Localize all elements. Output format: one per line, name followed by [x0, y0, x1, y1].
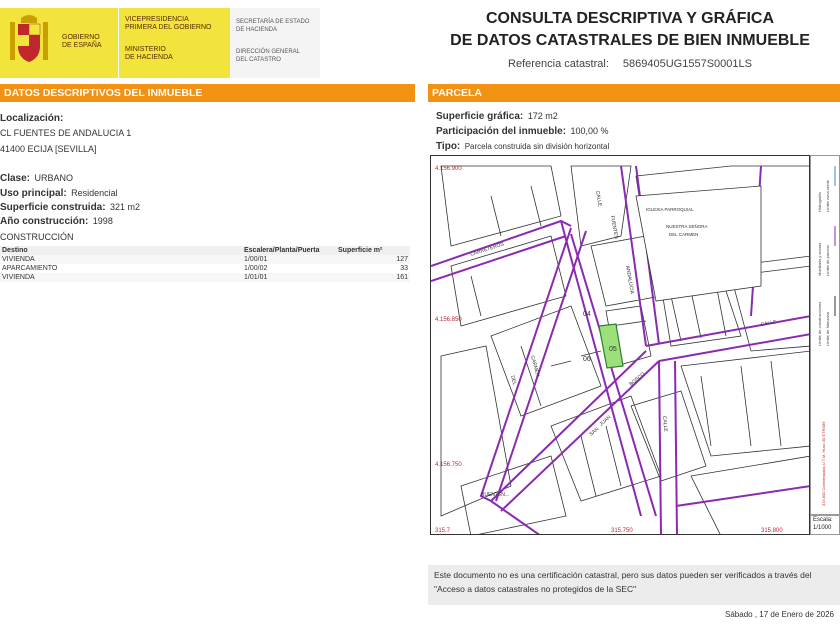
table-cell: 33: [336, 264, 410, 273]
construction-table: [0, 246, 410, 282]
table-cell: 161: [336, 273, 410, 282]
svg-text:ANDALUCIA: ANDALUCIA: [624, 265, 635, 295]
svg-text:CALLE: CALLE: [760, 319, 777, 328]
svg-text:315.7: 315.7: [435, 528, 451, 534]
disclaimer-note: Este documento no es una certificación catastral, pero sus datos pueden ser verificados a través del "Acceso a datos catastrales no protegidos de la SEC": [428, 565, 840, 605]
table-header: Destino: [0, 246, 242, 255]
svg-text:04: 04: [583, 311, 591, 318]
type-row: Tipo: Parcela construida sin división horizontal: [436, 141, 610, 152]
secretariat-label: SECRETARÍA DE ESTADO DE HACIENDA DIRECCIÓN GENERAL DEL CATASTRO: [236, 19, 310, 63]
section-bar-descriptive-data: DATOS DESCRIPTIVOS DEL INMUEBLE: [0, 84, 415, 102]
table-header: Escalera/Planta/Puerta: [242, 246, 336, 255]
cadastral-map-drawing: [431, 156, 810, 535]
document-title: CONSULTA DESCRIPTIVA Y GRÁFICA DE DATOS CATASTRALES DE BIEN INMUEBLE: [450, 10, 810, 49]
table-cell: VIVIENDA: [0, 255, 242, 264]
svg-text:Límite de Manzana: Límite de Manzana: [825, 311, 830, 346]
svg-text:05: 05: [609, 346, 617, 353]
document-date: Sábado , 17 de Enero de 2026: [725, 610, 834, 619]
svg-text:Hidrografía: Hidrografía: [817, 192, 822, 212]
graphic-surface-row: Superficie gráfica: 172 m2: [436, 111, 558, 122]
svg-text:SAN: SAN: [588, 426, 601, 438]
svg-text:IGLESIA PARROQUIAL: IGLESIA PARROQUIAL: [646, 207, 694, 212]
svg-text:BOSCO: BOSCO: [628, 371, 647, 388]
table-cell: 127: [336, 255, 410, 264]
table-cell: APARCAMIENTO: [0, 264, 242, 273]
table-row: [0, 264, 410, 273]
svg-text:06: 06: [583, 356, 591, 363]
table-cell: 1/00/02: [242, 264, 336, 273]
svg-text:Límite zona verde: Límite zona verde: [825, 180, 830, 212]
table-cell: 1/01/01: [242, 273, 336, 282]
svg-text:DEL CARMEN: DEL CARMEN: [669, 232, 699, 237]
svg-text:FUENTES: FUENTES: [609, 215, 619, 240]
map-legend: [810, 155, 840, 515]
svg-text:CALLE: CALLE: [594, 190, 603, 207]
main-use-row: Uso principal: Residencial: [0, 188, 118, 199]
cadastral-reference: Referencia catastral: 5869405UG1557S0001LS: [508, 58, 752, 70]
svg-text:NUESTRA SEÑORA: NUESTRA SEÑORA: [666, 224, 708, 229]
address-line-1: CL FUENTES DE ANDALUCIA 1: [0, 128, 132, 138]
table-row: [0, 255, 410, 264]
svg-text:JUAN: JUAN: [598, 414, 613, 428]
svg-text:CARMEN: CARMEN: [529, 354, 541, 378]
svg-text:315.750: 315.750: [611, 528, 633, 534]
ministry-label: VICEPRESIDENCIA PRIMERA DEL GOBIERNO MINISTERIO DE HACIENDA: [125, 16, 212, 61]
section-bar-parcel: PARCELA: [428, 84, 840, 102]
built-surface-row: Superficie construida: 321 m2: [0, 202, 141, 213]
svg-text:Límite de construcciones: Límite de construcciones: [817, 301, 822, 346]
construction-section-title: CONSTRUCCIÓN: [0, 232, 74, 242]
table-cell: 1/00/01: [242, 255, 336, 264]
construction-year-row: Año construcción: 1998: [0, 216, 113, 227]
gov-spain-label: GOBIERNO DE ESPAÑA: [62, 34, 102, 49]
svg-text:CALLE: CALLE: [661, 415, 669, 432]
svg-text:CARRETEROS: CARRETEROS: [469, 241, 505, 258]
svg-text:4.156.900: 4.156.900: [435, 166, 462, 172]
svg-text:DEL: DEL: [509, 374, 518, 386]
svg-text:315,800 Coordenadas U.T.M. Hus: 315,800 Coordenadas U.T.M. Huso 30 ETRS89: [821, 421, 826, 506]
table-row: [0, 273, 410, 282]
spain-coat-of-arms-icon: [6, 14, 52, 66]
class-row: Clase: URBANO: [0, 173, 73, 184]
svg-text:Límite de parcela: Límite de parcela: [825, 245, 830, 276]
svg-text:4.156.750: 4.156.750: [435, 462, 462, 468]
cadastral-map[interactable]: [430, 155, 810, 535]
table-header: Superficie m²: [336, 246, 410, 255]
svg-text:315.800: 315.800: [761, 528, 783, 534]
svg-text:4.156.850: 4.156.850: [435, 317, 462, 323]
address-line-2: 41400 ECIJA [SEVILLA]: [0, 144, 97, 154]
location-label: Localización:: [0, 113, 64, 124]
map-scale: Escala: 1/1000: [810, 515, 840, 535]
svg-text:BUENTEN...: BUENTEN...: [481, 492, 510, 498]
svg-text:Mobiliario y aceras: Mobiliario y aceras: [817, 242, 822, 276]
table-cell: VIVIENDA: [0, 273, 242, 282]
participation-row: Participación del inmueble: 100,00 %: [436, 126, 609, 137]
